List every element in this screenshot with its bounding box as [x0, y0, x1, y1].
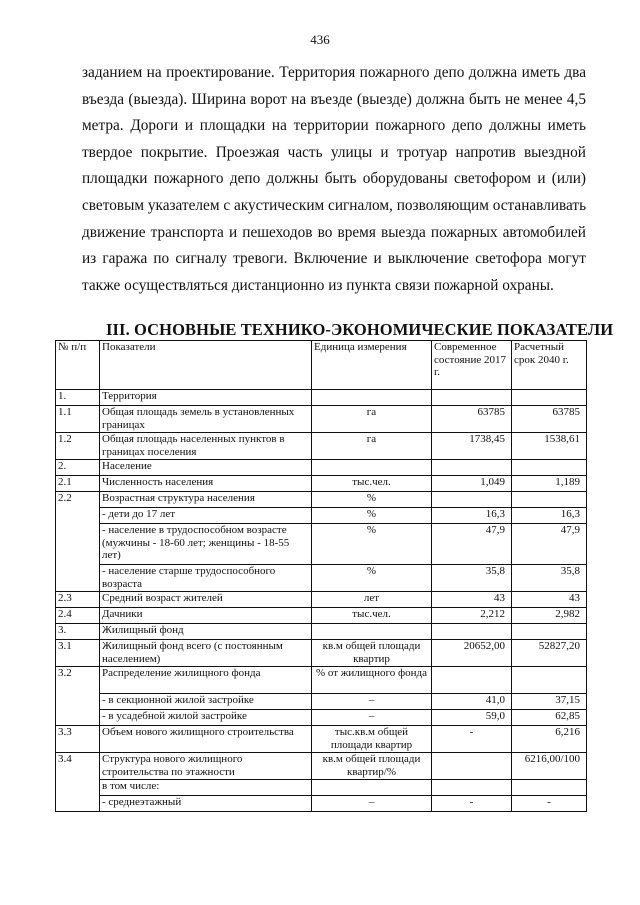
body-paragraph [82, 60, 586, 299]
paragraph-line: площадки пожарного депо должны быть оборудованы светофором и (или) [82, 170, 586, 188]
cell-current: 20652,00 [432, 640, 512, 667]
cell-unit [312, 390, 432, 406]
cell-current: 43 [432, 592, 512, 608]
cell-projected: 62,85 [512, 710, 587, 726]
cell-indicator: - население в трудоспособном возрасте (мужчины - 18-60 лет; женщины - 18-55 лет) [100, 524, 312, 565]
cell-unit: % [312, 492, 432, 508]
cell-current: 16,3 [432, 508, 512, 524]
cell-indicator: Объем нового жилищного строительства [100, 726, 312, 753]
cell-indicator: Общая площадь населенных пунктов в границах поселения [100, 433, 312, 460]
cell-projected [512, 390, 587, 406]
cell-indicator: - среднеэтажный [100, 796, 312, 812]
cell-projected: 37,15 [512, 694, 587, 710]
cell-projected: 6216,00/100 [512, 753, 587, 780]
paragraph-line: заданием на проектирование. Территория пожарного депо должна иметь два [82, 64, 586, 81]
cell-unit: – [312, 710, 432, 726]
cell-projected: 16,3 [512, 508, 587, 524]
cell-indicator: Общая площадь земель в установленных границах [100, 406, 312, 433]
cell-current: - [432, 726, 512, 753]
cell-projected [512, 780, 587, 796]
cell-num: 1.2 [56, 433, 100, 460]
cell-indicator: Численность населения [100, 476, 312, 492]
cell-current [432, 624, 512, 640]
cell-unit: тыс.кв.м общей площади квартир [312, 726, 432, 753]
table-row [56, 524, 587, 565]
cell-num: 3. [56, 624, 100, 640]
header-projected: Расчетный срок 2040 г. [512, 341, 587, 390]
cell-current: 35,8 [432, 565, 512, 592]
cell-projected [512, 667, 587, 694]
table-row [56, 406, 587, 433]
cell-indicator: Территория [100, 390, 312, 406]
header-unit: Единица измерения [312, 341, 432, 390]
cell-unit: кв.м общей площади квартир/% [312, 753, 432, 780]
cell-indicator: Население [100, 460, 312, 476]
cell-num: 1.1 [56, 406, 100, 433]
cell-indicator: - дети до 17 лет [100, 508, 312, 524]
table-row [56, 694, 587, 710]
cell-num: 2. [56, 460, 100, 476]
cell-unit [312, 460, 432, 476]
paragraph-line: также осуществляться дистанционно из пункта связи пожарной охраны. [82, 276, 554, 294]
cell-unit [312, 780, 432, 796]
cell-projected: 1538,61 [512, 433, 587, 460]
cell-projected: 43 [512, 592, 587, 608]
paragraph-line: из гаража по сигналу тревоги. Включение и выключение светофора могут [82, 250, 586, 268]
page-number: 436 [310, 32, 330, 47]
header-current: Современное состояние 2017 г. [432, 341, 512, 390]
cell-num: 2.2 [56, 492, 100, 592]
paragraph-line: световым указателем с акустическим сигналом, позволяющим останавливать [82, 196, 586, 214]
cell-current: 59,0 [432, 710, 512, 726]
header-num: № п/п [56, 341, 100, 390]
cell-num: 3.2 [56, 667, 100, 726]
table-row [56, 667, 587, 694]
cell-current [432, 753, 512, 780]
paragraph-line: твердое покрытие. Проезжая часть улицы и тротуар напротив выездной [82, 143, 586, 161]
table-row [56, 492, 587, 508]
cell-current: 1738,45 [432, 433, 512, 460]
cell-current: 63785 [432, 406, 512, 433]
cell-projected: 1,189 [512, 476, 587, 492]
table-row [56, 608, 587, 624]
cell-unit: % [312, 508, 432, 524]
cell-indicator: Структура нового жилищного строительства по этажности [100, 753, 312, 780]
cell-unit: кв.м общей площади квартир [312, 640, 432, 667]
table-row [56, 796, 587, 812]
indicators-table [55, 340, 587, 812]
paragraph-line: въезда (выезда). Ширина ворот на въезде (выезде) должна быть не менее 4,5 [82, 90, 586, 108]
cell-projected: 2,982 [512, 608, 587, 624]
cell-indicator: Дачники [100, 608, 312, 624]
cell-projected: 6,216 [512, 726, 587, 753]
cell-projected: 63785 [512, 406, 587, 433]
section-heading: III. ОСНОВНЫЕ ТЕХНИКО-ЭКОНОМИЧЕСКИЕ ПОКАЗАТЕЛИ [106, 320, 614, 339]
cell-current [432, 667, 512, 694]
table-row [56, 390, 587, 406]
cell-indicator: Жилищный фонд [100, 624, 312, 640]
cell-num: 1. [56, 390, 100, 406]
cell-current: - [432, 796, 512, 812]
cell-current [432, 780, 512, 796]
cell-unit [312, 624, 432, 640]
cell-current: 1,049 [432, 476, 512, 492]
table-row [56, 476, 587, 492]
cell-unit: га [312, 433, 432, 460]
cell-unit: % [312, 565, 432, 592]
cell-unit: тыс.чел. [312, 608, 432, 624]
cell-unit: – [312, 694, 432, 710]
table-row [56, 508, 587, 524]
cell-current: 2,212 [432, 608, 512, 624]
cell-projected [512, 460, 587, 476]
cell-indicator: в том числе: [100, 780, 312, 796]
cell-indicator: - в секционной жилой застройке [100, 694, 312, 710]
cell-current [432, 390, 512, 406]
cell-current: 41,0 [432, 694, 512, 710]
cell-current: 47,9 [432, 524, 512, 565]
cell-num: 2.1 [56, 476, 100, 492]
cell-projected: 35,8 [512, 565, 587, 592]
cell-num: 2.3 [56, 592, 100, 608]
cell-unit: % [312, 524, 432, 565]
cell-current [432, 492, 512, 508]
paragraph-line: движение транспорта и пешеходов во время выезда пожарных автомобилей [82, 223, 586, 241]
cell-indicator: Возрастная структура населения [100, 492, 312, 508]
table-header-row [56, 341, 587, 390]
table-row [56, 753, 587, 780]
table-row [56, 460, 587, 476]
cell-indicator: - в усадебной жилой застройке [100, 710, 312, 726]
cell-num: 2.4 [56, 608, 100, 624]
cell-projected: 52827,20 [512, 640, 587, 667]
cell-num: 3.3 [56, 726, 100, 753]
cell-projected: 47,9 [512, 524, 587, 565]
table-row [56, 624, 587, 640]
cell-projected: - [512, 796, 587, 812]
cell-indicator: Жилищный фонд всего (с постоянным населением) [100, 640, 312, 667]
cell-unit: % от жилищного фонда [312, 667, 432, 694]
table-row [56, 640, 587, 667]
table-row [56, 710, 587, 726]
table-row [56, 433, 587, 460]
cell-num: 3.4 [56, 753, 100, 812]
table-row [56, 780, 587, 796]
cell-current [432, 460, 512, 476]
table-row [56, 726, 587, 753]
cell-unit: тыс.чел. [312, 476, 432, 492]
paragraph-line: метра. Дороги и площадки на территории пожарного депо должны иметь [82, 117, 586, 135]
table-row [56, 592, 587, 608]
cell-projected [512, 492, 587, 508]
table-row [56, 565, 587, 592]
cell-indicator: - население старше трудоспособного возраста [100, 565, 312, 592]
cell-projected [512, 624, 587, 640]
cell-unit: лет [312, 592, 432, 608]
cell-unit: – [312, 796, 432, 812]
header-indicator: Показатели [100, 341, 312, 390]
cell-num: 3.1 [56, 640, 100, 667]
cell-indicator: Средний возраст жителей [100, 592, 312, 608]
cell-indicator: Распределение жилищного фонда [100, 667, 312, 694]
cell-unit: га [312, 406, 432, 433]
